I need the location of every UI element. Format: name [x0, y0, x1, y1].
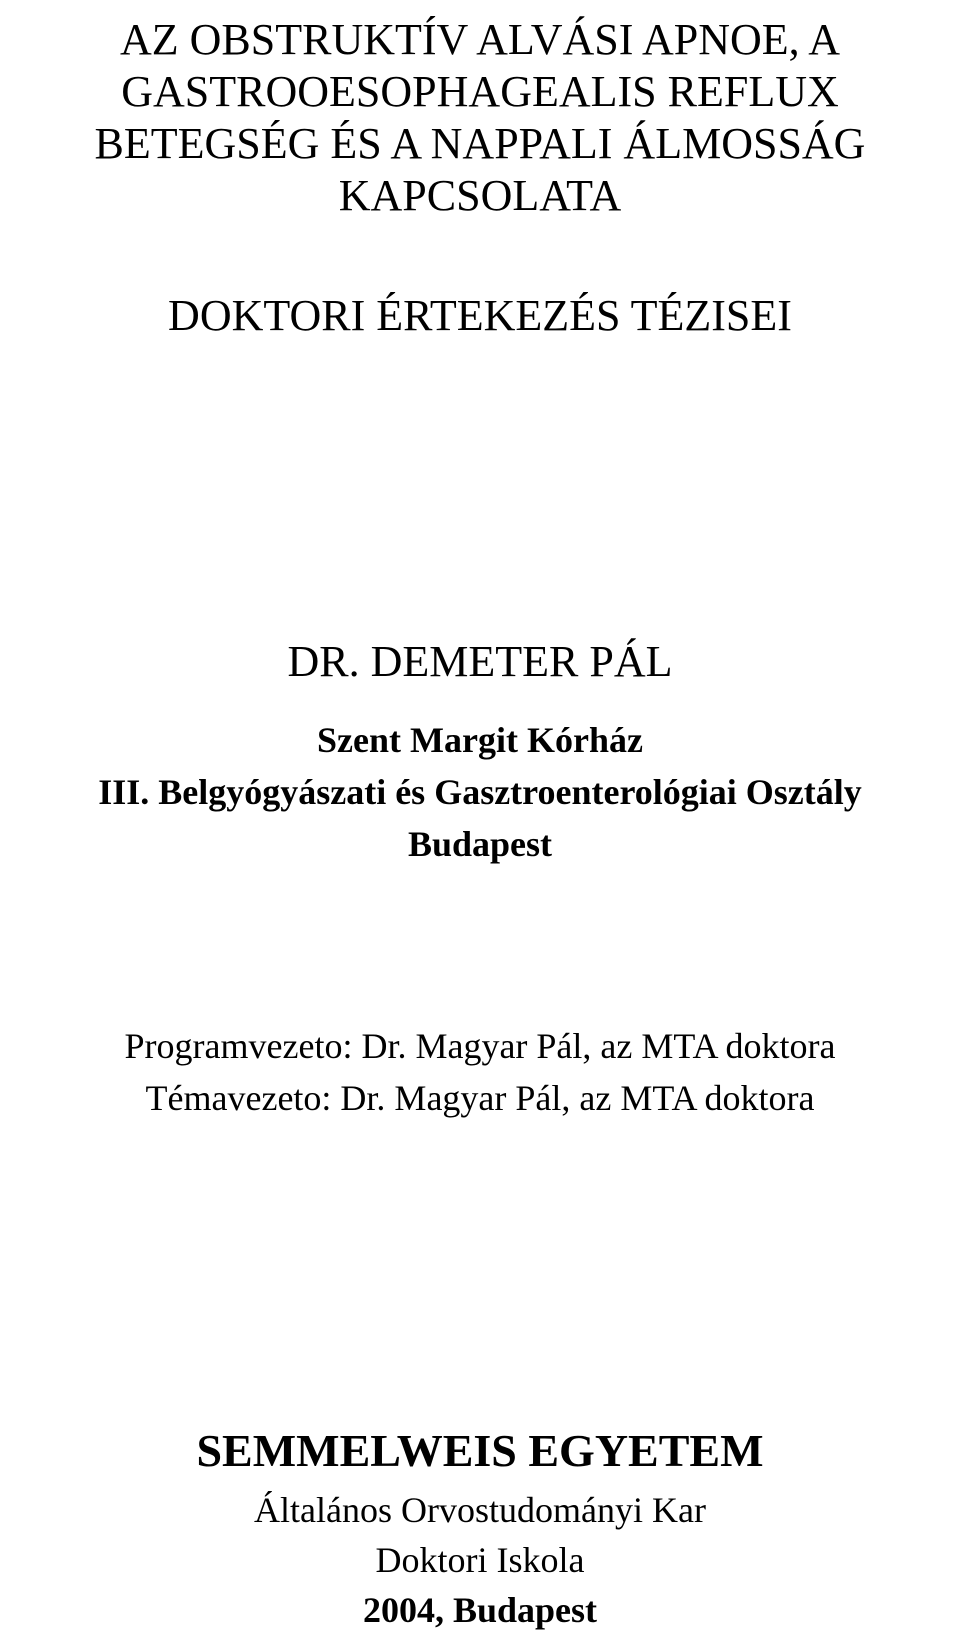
subtitle: DOKTORI ÉRTEKEZÉS TÉZISEI [168, 291, 792, 340]
title-line-3: BETEGSÉG ÉS A NAPPALI ÁLMOSSÁG [94, 119, 866, 168]
author-hospital: Szent Margit Kórház [317, 720, 643, 760]
doctoral-school: Doktori Iskola [375, 1540, 585, 1580]
faculty-name: Általános Orvostudományi Kar [254, 1490, 706, 1530]
title-line-1: AZ OBSTRUKTÍV ALVÁSI APNOE, A [120, 15, 840, 64]
university-name: SEMMELWEIS EGYETEM [196, 1425, 764, 1476]
author-city: Budapest [407, 824, 553, 864]
author-department: III. Belgyógyászati és Gasztroenterológiai Osztály [98, 772, 862, 812]
topic-supervisor: Témavezeto: Dr. Magyar Pál, az MTA doktora [145, 1078, 815, 1118]
author-name: DR. DEMETER PÁL [287, 637, 673, 686]
title-line-4: KAPCSOLATA [338, 171, 622, 220]
title-line-2: GASTROOESOPHAGEALIS REFLUX [121, 67, 839, 116]
program-supervisor: Programvezeto: Dr. Magyar Pál, az MTA doktora [124, 1026, 836, 1066]
year-place: 2004, Budapest [362, 1590, 598, 1630]
